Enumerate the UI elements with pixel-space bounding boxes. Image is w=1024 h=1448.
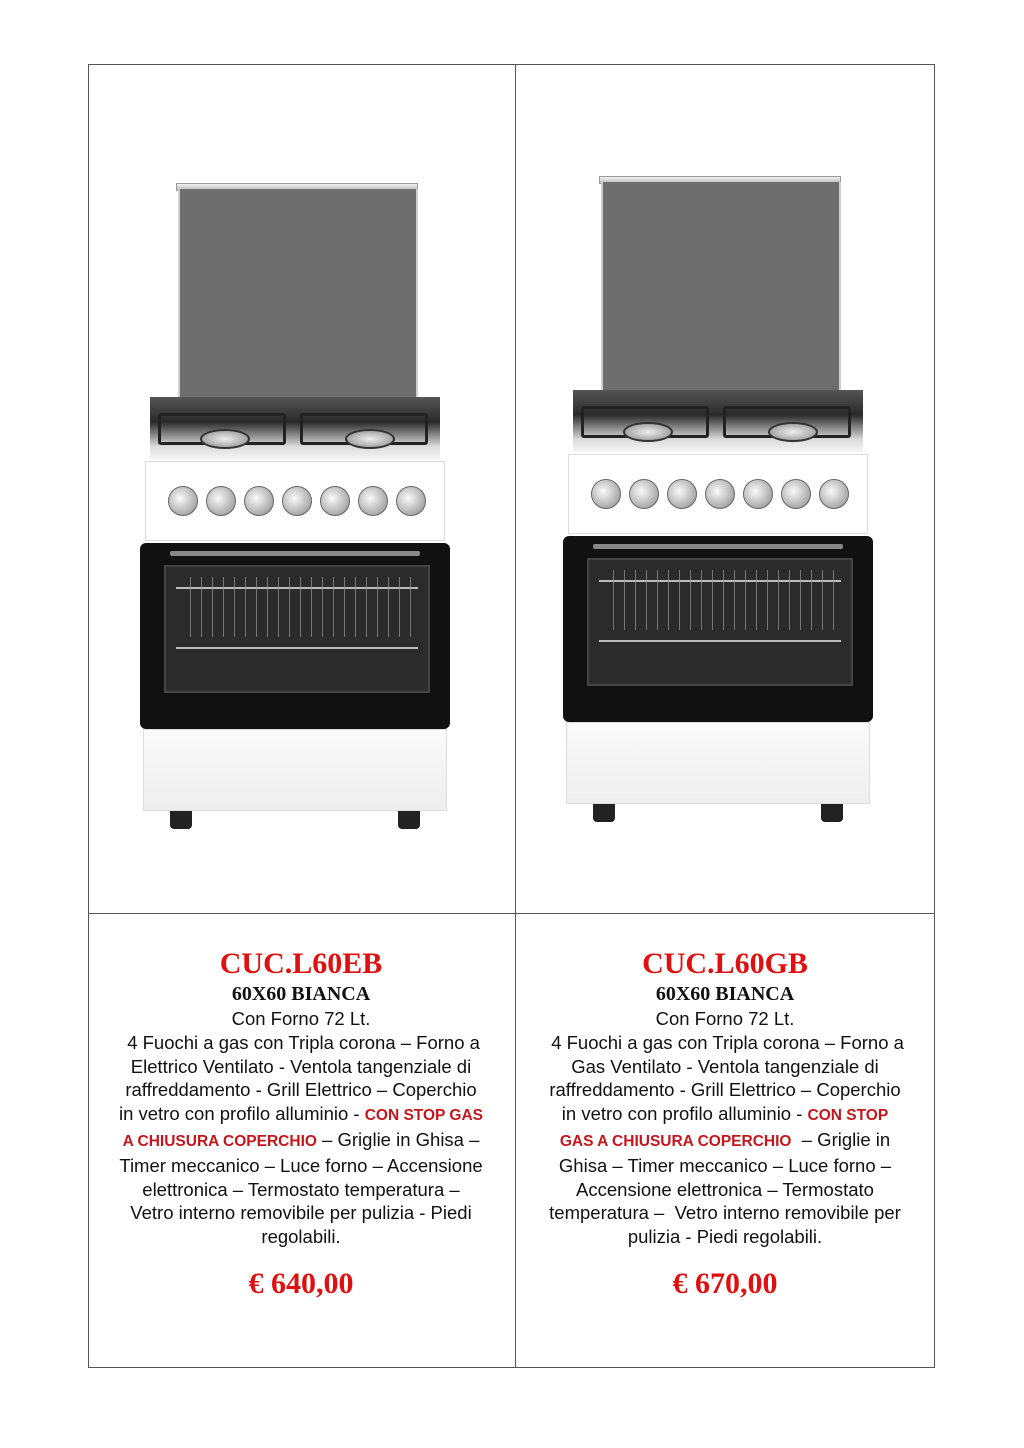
control-panel — [145, 461, 445, 541]
product-code: CUC.L60EB — [219, 947, 383, 980]
knob-icon — [667, 479, 697, 509]
description-text: temperatura – Vetro interno removibile per — [549, 1202, 901, 1224]
description-text: Ghisa – Timer meccanico – Luce forno – — [558, 1154, 892, 1176]
knob-icon — [629, 479, 659, 509]
foot — [821, 804, 843, 822]
knob-icon — [591, 479, 621, 509]
knob-icon — [168, 486, 198, 516]
product-price: € 640,00 — [248, 1266, 354, 1300]
description-text: Timer meccanico – Luce forno – Accensione — [119, 1154, 483, 1176]
burner-icon — [623, 422, 673, 442]
description-text: – Griglie in Ghisa – — [316, 1128, 480, 1150]
description-text: 4 Fuochi a gas con Tripla corona – Forno a — [546, 1031, 904, 1053]
knob-icon — [206, 486, 236, 516]
description-line — [512, 1178, 938, 1202]
knob-icon — [358, 486, 388, 516]
knob-icon — [320, 486, 350, 516]
foot — [593, 804, 615, 822]
product-oven: Con Forno 72 Lt. — [231, 1008, 371, 1029]
description-line — [88, 1178, 514, 1202]
product-code: CUC.L60GB — [642, 947, 808, 980]
description-line — [512, 1128, 938, 1154]
description-text: Gas Ventilato - Ventola tangenziale di — [571, 1055, 879, 1077]
product-oven: Con Forno 72 Lt. — [655, 1008, 795, 1029]
product-image-cuc-l60eb — [140, 183, 450, 843]
glass-lid — [178, 189, 418, 399]
highlight-text: A CHIUSURA COPERCHIO — [122, 1132, 317, 1150]
knob-icon — [819, 479, 849, 509]
glass-lid — [601, 182, 841, 392]
oven-window — [587, 558, 853, 686]
oven-door — [140, 543, 450, 729]
description-text: Accensione elettronica – Termostato — [576, 1178, 874, 1200]
description-line — [512, 1055, 938, 1079]
knob-icon — [781, 479, 811, 509]
description-text: raffreddamento - Grill Elettrico – Coperchio — [125, 1079, 477, 1101]
storage-drawer — [143, 729, 447, 811]
knob-icon — [743, 479, 773, 509]
foot — [170, 811, 192, 829]
description-line — [88, 1078, 514, 1102]
description-line — [512, 1078, 938, 1102]
burner-icon — [345, 429, 395, 449]
rack-wires — [603, 570, 837, 630]
rack-wires — [180, 577, 414, 637]
description-line — [88, 1055, 514, 1079]
oven-rack — [599, 640, 841, 642]
control-panel — [568, 454, 868, 534]
description-text: 4 Fuochi a gas con Tripla corona – Forno a — [122, 1031, 480, 1053]
description-line — [512, 1031, 938, 1055]
product-image-cuc-l60gb — [563, 176, 873, 836]
knob-icon — [282, 486, 312, 516]
highlight-text: CON STOP — [807, 1107, 889, 1125]
description-line — [512, 1154, 938, 1178]
description-line — [88, 1225, 514, 1249]
description-line — [512, 1201, 938, 1225]
oven-window — [164, 565, 430, 693]
burner-icon — [200, 429, 250, 449]
knob-icon — [244, 486, 274, 516]
description-line — [88, 1128, 514, 1154]
description-line — [88, 1154, 514, 1178]
oven-door — [563, 536, 873, 722]
foot — [398, 811, 420, 829]
row-divider — [89, 913, 934, 914]
product-size: 60X60 BIANCA — [231, 983, 371, 1005]
description-text: raffreddamento - Grill Elettrico – Coperchio — [549, 1079, 901, 1101]
product-info-cuc-l60eb — [88, 947, 514, 1301]
description-text: in vetro con profilo alluminio - — [118, 1103, 365, 1125]
description-text: regolabili. — [261, 1226, 341, 1248]
door-handle — [593, 544, 843, 549]
highlight-text: GAS A CHIUSURA COPERCHIO — [559, 1132, 792, 1150]
description-line — [88, 1201, 514, 1225]
product-info-cuc-l60gb — [512, 947, 938, 1301]
description-line — [512, 1225, 938, 1249]
product-description — [88, 1031, 514, 1249]
door-handle — [170, 551, 420, 556]
description-text: in vetro con profilo alluminio - — [561, 1103, 808, 1125]
product-description — [512, 1031, 938, 1249]
product-size: 60X60 BIANCA — [655, 983, 795, 1005]
description-line — [88, 1102, 514, 1128]
description-text: pulizia - Piedi regolabili. — [627, 1226, 823, 1248]
knob-icon — [705, 479, 735, 509]
description-line — [512, 1102, 938, 1128]
knob-icon — [396, 486, 426, 516]
burner-icon — [768, 422, 818, 442]
description-text: Elettrico Ventilato - Ventola tangenziale di — [130, 1055, 472, 1077]
product-price: € 670,00 — [672, 1266, 778, 1300]
description-text: Vetro interno removibile per pulizia - Piedi — [130, 1202, 472, 1224]
description-text: elettronica – Termostato temperatura – — [142, 1178, 460, 1200]
description-line — [88, 1031, 514, 1055]
description-text: – Griglie in — [791, 1128, 891, 1150]
storage-drawer — [566, 722, 870, 804]
oven-rack — [176, 647, 418, 649]
highlight-text: CON STOP GAS — [364, 1107, 484, 1125]
